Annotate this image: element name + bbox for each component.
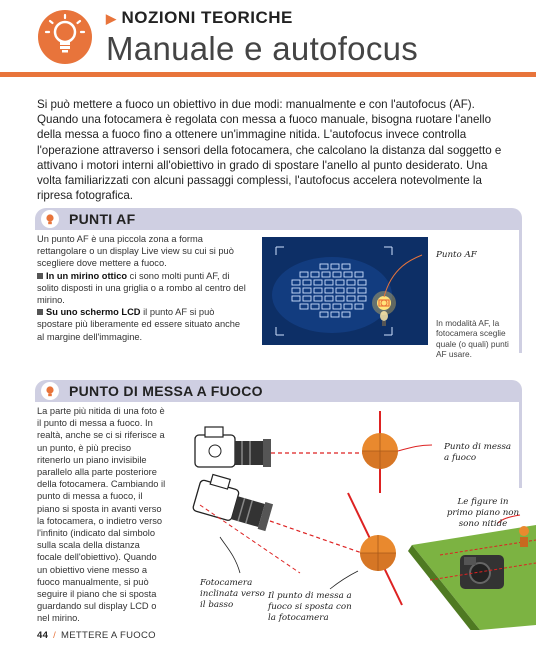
af-points-illustration — [262, 237, 428, 345]
page-footer — [37, 630, 156, 641]
af-bullet-viewfinder — [37, 270, 249, 307]
triangle-marker-icon: ▶ — [106, 11, 117, 26]
label-focus-point: Punto di messa a fuoco — [444, 442, 512, 463]
af-bullet-viewfinder-text: ci sono molti punti AF, di solito disposti in una griglia o a rombo al centro del mirino. — [37, 270, 246, 306]
label-foreground-blur: Le figure in primo piano non sono nitide — [446, 497, 520, 529]
section-bulb-badge — [39, 208, 61, 230]
af-bullet-lcd-bold: Su uno schermo LCD — [46, 307, 141, 318]
af-bullet-viewfinder-bold: In un mirino ottico — [46, 270, 128, 281]
lightbulb-icon — [43, 212, 57, 226]
section-side-rule — [519, 226, 522, 353]
af-bullet-lcd-text: il punto AF si può spostare più liberamente ed essere situato anche al margine dell'immagine. — [37, 307, 241, 342]
footer-section: METTERE A FUOCO — [61, 630, 156, 641]
af-text-block — [37, 233, 249, 343]
page-title: Manuale e autofocus — [106, 30, 419, 67]
section-title-focus: PUNTO DI MESSA A FUOCO — [69, 383, 263, 399]
kicker-text: NOZIONI TEORICHE — [121, 8, 293, 27]
footer-separator: / — [53, 630, 57, 641]
page-number: 44 — [37, 630, 49, 641]
section-header-af — [35, 208, 522, 230]
lightbulb-icon — [43, 384, 57, 398]
af-point-label: Punto AF — [436, 250, 477, 260]
focus-paragraph: La parte più nitida di una foto è il punto di messa a fuoco. In realtà, anche se ci si riferisce a un punto, è più preciso ritenerlo un piano invisibile parallelo alla parte posteriore della fotocamera. Cambiando il punto di messa a fuoco, il piano si sposta in avanti verso la fotocamera, o indietro verso l'infinito (indicato dal simbolo sulla scala della distanza focale dell'obiettivo). Quando un obiettivo viene messo a fuoco manualmente, si può seguire il piano che si sposta guardando sul display LCD o nel mirino. — [37, 406, 166, 624]
intro-paragraph: Si può mettere a fuoco un obiettivo in due modi: manualmente e con l'autofocus (AF). Quando una fotocamera è regolata con messa a fuoco manuale, bisogna ruotare l'anello della messa a fuoco fino a ottenere un'immagine nitida. L'autofocus invece controlla l'operazione attraverso i sensori della fotocamera, che calcolano la distanza dal soggetto e attivano i motori interni all'obiettivo in grado di spostare l'anello al punto desiderato. Una volta familiarizzati con alcuni passaggi complessi, l'autofocus accelera notevolmente la ripresa fotografica. — [37, 98, 502, 203]
section-title-af: PUNTI AF — [69, 211, 136, 227]
section-bulb-badge — [39, 380, 61, 402]
label-plane-moves: Il punto di messa a fuoco si sposta con la fotocamera — [268, 591, 352, 623]
bullet-square-icon — [37, 309, 43, 315]
camera-tilted-drawing — [192, 472, 276, 531]
af-grid-graphic — [262, 237, 428, 345]
section-header-focus — [35, 380, 522, 402]
af-caption: In modalità AF, la fotocamera sceglie quale (o quali) punti AF usare. — [436, 318, 509, 359]
header-lightbulb-badge — [38, 10, 92, 64]
section-kicker — [106, 8, 293, 28]
af-paragraph: Un punto AF è una piccola zona a forma rettangolare o un display Live view su cui si può scegliere dove mettere a fuoco. — [37, 234, 234, 269]
tabletop-scene — [408, 525, 536, 630]
label-camera-tilted: Fotocamera inclinata verso il basso — [200, 578, 265, 610]
bullet-square-icon — [37, 273, 43, 279]
lightbulb-icon — [38, 10, 92, 64]
camera-level-drawing — [195, 427, 271, 467]
af-bullet-lcd — [37, 306, 249, 343]
header-rule — [0, 72, 536, 77]
